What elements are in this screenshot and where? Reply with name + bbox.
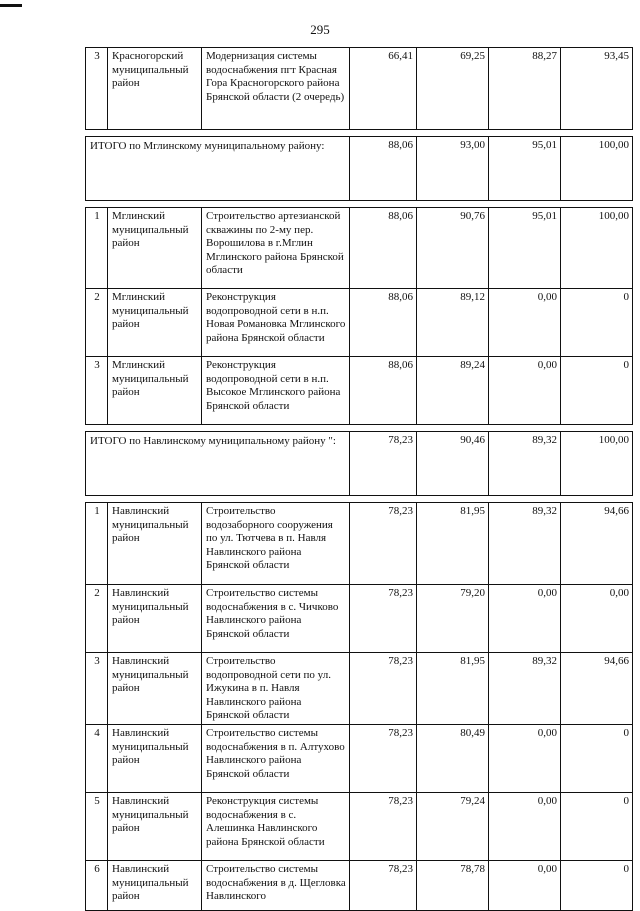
table-row	[86, 724, 633, 792]
total-value: 93,00	[417, 137, 489, 201]
total-value: 100,00	[561, 137, 633, 201]
value-cell: 0,00	[489, 792, 561, 860]
row-number: 2	[86, 289, 108, 357]
total-value: 78,23	[350, 432, 417, 496]
group-separator	[86, 201, 633, 208]
value-cell: 0	[561, 860, 633, 910]
district-name: Красногорский муниципальный район	[108, 48, 202, 130]
value-cell: 89,32	[489, 503, 561, 585]
value-cell: 0	[561, 792, 633, 860]
value-cell: 88,06	[350, 357, 417, 425]
value-cell: 88,06	[350, 289, 417, 357]
value-cell: 89,32	[489, 653, 561, 725]
project-name: Строительство водозаборного сооружения по ул. Тютчева в п. Навля Навлинского района Брянской области	[202, 503, 350, 585]
value-cell: 94,66	[561, 653, 633, 725]
table-row	[86, 653, 633, 725]
value-cell: 78,23	[350, 653, 417, 725]
group-separator	[86, 425, 633, 432]
value-cell: 81,95	[417, 503, 489, 585]
table-row	[86, 289, 633, 357]
total-value: 90,46	[417, 432, 489, 496]
row-number: 5	[86, 792, 108, 860]
value-cell: 79,24	[417, 792, 489, 860]
row-number: 3	[86, 357, 108, 425]
value-cell: 0,00	[489, 357, 561, 425]
value-cell: 0,00	[489, 724, 561, 792]
district-name: Навлинский муниципальный район	[108, 860, 202, 910]
value-cell: 78,78	[417, 860, 489, 910]
row-number: 2	[86, 585, 108, 653]
value-cell: 78,23	[350, 724, 417, 792]
value-cell: 0,00	[489, 289, 561, 357]
table-row	[86, 48, 633, 130]
value-cell: 89,12	[417, 289, 489, 357]
table-row	[86, 503, 633, 585]
total-row	[86, 432, 633, 496]
value-cell: 88,06	[350, 208, 417, 289]
project-name: Строительство системы водоснабжения в д. Щегловка Навлинского	[202, 860, 350, 910]
row-number: 4	[86, 724, 108, 792]
total-row	[86, 137, 633, 201]
district-name: Навлинский муниципальный район	[108, 653, 202, 725]
value-cell: 0,00	[489, 860, 561, 910]
scan-edge-mark	[0, 4, 22, 7]
value-cell: 0,00	[561, 585, 633, 653]
district-name: Мглинский муниципальный район	[108, 289, 202, 357]
project-name: Реконструкция системы водоснабжения в с. Алешинка Навлинского района Брянской области	[202, 792, 350, 860]
value-cell: 95,01	[489, 208, 561, 289]
project-name: Строительство системы водоснабжения в п. Алтухово Навлинского района Брянской области	[202, 724, 350, 792]
value-cell: 88,27	[489, 48, 561, 130]
value-cell: 78,23	[350, 860, 417, 910]
project-name: Строительство системы водоснабжения в с. Чичково Навлинского района Брянской области	[202, 585, 350, 653]
value-cell: 66,41	[350, 48, 417, 130]
project-name: Реконструкция водопроводной сети в н.п. Новая Романовка Мглинского района Брянской области	[202, 289, 350, 357]
table-row	[86, 357, 633, 425]
value-cell: 0,00	[489, 585, 561, 653]
total-label: ИТОГО по Мглинскому муниципальному району:	[86, 137, 350, 201]
value-cell: 89,24	[417, 357, 489, 425]
district-name: Навлинский муниципальный район	[108, 585, 202, 653]
value-cell: 78,23	[350, 585, 417, 653]
group-separator	[86, 496, 633, 503]
table-row	[86, 792, 633, 860]
value-cell: 78,23	[350, 792, 417, 860]
total-value: 89,32	[489, 432, 561, 496]
project-name: Строительство водопроводной сети по ул. Ижукина в п. Навля Навлинского района Брянской области	[202, 653, 350, 725]
value-cell: 81,95	[417, 653, 489, 725]
value-cell: 94,66	[561, 503, 633, 585]
project-name: Реконструкция водопроводной сети в н.п. Высокое Мглинского района Брянской области	[202, 357, 350, 425]
total-value: 100,00	[561, 432, 633, 496]
group-separator	[86, 130, 633, 137]
row-number: 3	[86, 48, 108, 130]
table-row	[86, 208, 633, 289]
value-cell: 0	[561, 724, 633, 792]
table-row	[86, 860, 633, 910]
row-number: 3	[86, 653, 108, 725]
value-cell: 93,45	[561, 48, 633, 130]
table-row	[86, 585, 633, 653]
project-name: Модернизация системы водоснабжения пгт Красная Гора Красногорского района Брянской области (2 очередь)	[202, 48, 350, 130]
value-cell: 90,76	[417, 208, 489, 289]
row-number: 1	[86, 503, 108, 585]
district-name: Навлинский муниципальный район	[108, 724, 202, 792]
projects-table	[85, 47, 633, 911]
row-number: 1	[86, 208, 108, 289]
district-name: Мглинский муниципальный район	[108, 208, 202, 289]
value-cell: 80,49	[417, 724, 489, 792]
value-cell: 100,00	[561, 208, 633, 289]
value-cell: 79,20	[417, 585, 489, 653]
project-name: Строительство артезианской скважины по 2-му пер. Ворошилова в г.Мглин Мглинского района Брянской области	[202, 208, 350, 289]
total-label: ИТОГО по Навлинскому муниципальному району ":	[86, 432, 350, 496]
district-name: Навлинский муниципальный район	[108, 503, 202, 585]
total-value: 95,01	[489, 137, 561, 201]
value-cell: 0	[561, 289, 633, 357]
value-cell: 78,23	[350, 503, 417, 585]
value-cell: 0	[561, 357, 633, 425]
district-name: Навлинский муниципальный район	[108, 792, 202, 860]
district-name: Мглинский муниципальный район	[108, 357, 202, 425]
row-number: 6	[86, 860, 108, 910]
value-cell: 69,25	[417, 48, 489, 130]
total-value: 88,06	[350, 137, 417, 201]
page-number: 295	[310, 22, 330, 37]
